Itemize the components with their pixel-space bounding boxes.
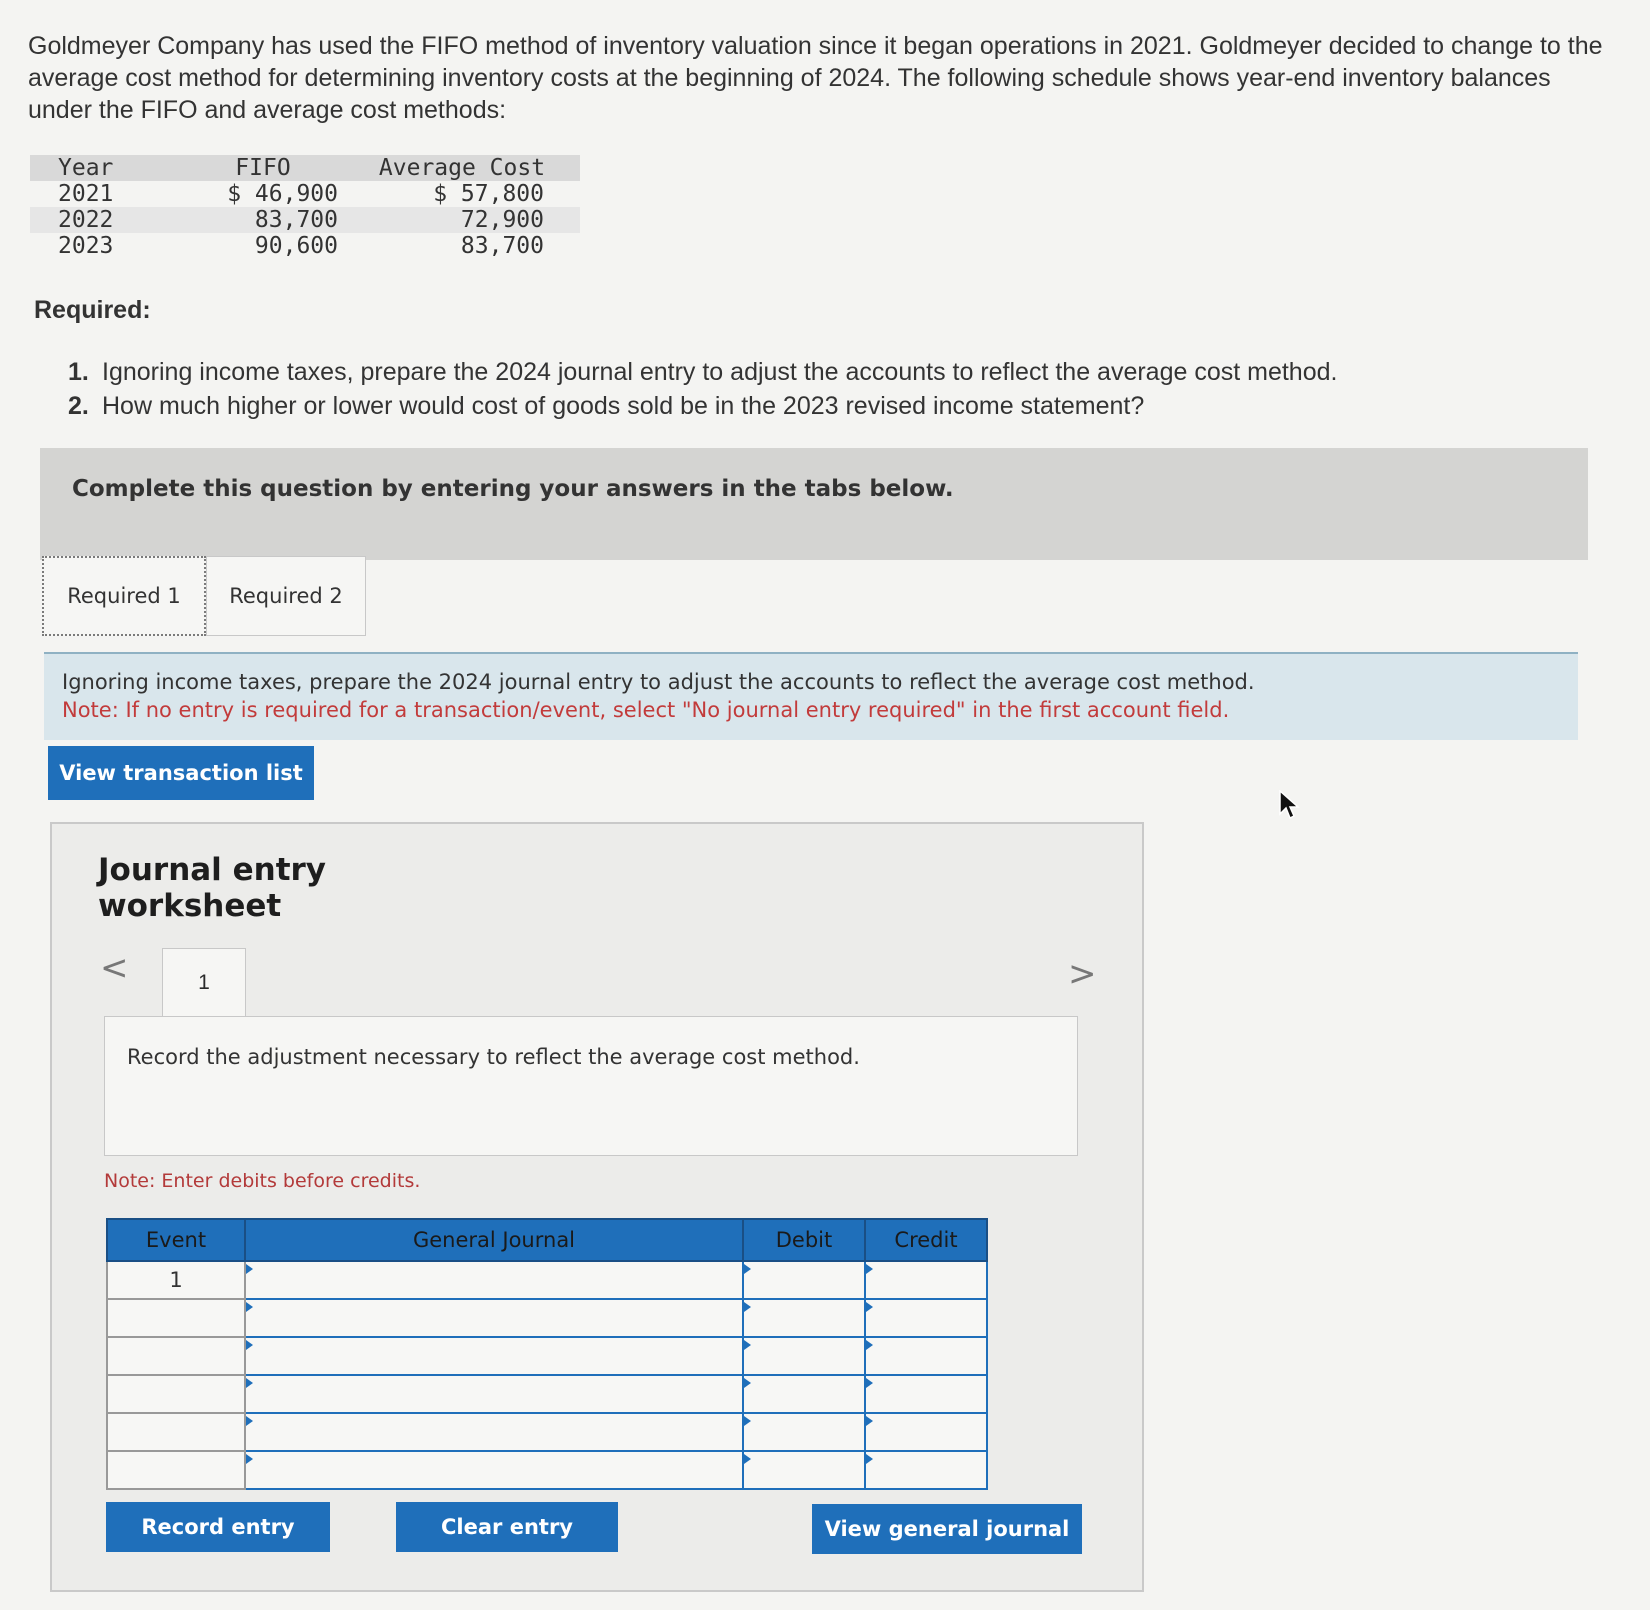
table-row (30, 207, 580, 233)
event-cell (107, 1337, 245, 1375)
account-input[interactable] (245, 1299, 743, 1337)
credit-input[interactable] (865, 1451, 987, 1489)
event-cell (107, 1451, 245, 1489)
header-credit: Credit (865, 1219, 987, 1261)
table-row (107, 1375, 987, 1413)
item-number: 2. (68, 392, 89, 420)
event-cell (107, 1413, 245, 1451)
tab-required-2[interactable]: Required 2 (206, 556, 366, 636)
header-debit: Debit (743, 1219, 865, 1261)
worksheet-description (104, 1016, 1078, 1156)
intro-paragraph: Goldmeyer Company has used the FIFO method of inventory valuation since it began operations in 2021. Goldmeyer decided to change to the average cost method for determining inventory costs at the beginning of 2024. The following schedule shows year-end inventory balances under the FIFO and average cost methods: (28, 32, 1603, 124)
credit-input[interactable] (865, 1337, 987, 1375)
item-text: How much higher or lower would cost of goods sold be in the 2023 revised income statement? (102, 392, 1145, 420)
table-row (30, 233, 580, 259)
table-row (107, 1451, 987, 1489)
debit-input[interactable] (743, 1413, 865, 1451)
instruction-banner (40, 448, 1588, 560)
debit-input[interactable] (743, 1299, 865, 1337)
table-row (107, 1413, 987, 1451)
cell-average-cost: $ 57,800 (433, 181, 544, 207)
chevron-left-icon[interactable]: < (100, 948, 129, 988)
debit-input[interactable] (743, 1337, 865, 1375)
cell-year: 2022 (30, 207, 188, 233)
mouse-cursor-icon (1278, 790, 1300, 820)
list-item (68, 389, 1337, 423)
worksheet-tab-1[interactable]: 1 (162, 948, 246, 1016)
cell-fifo: 90,600 (254, 233, 338, 259)
header-event: Event (107, 1219, 245, 1261)
description-text: Record the adjustment necessary to reflect the average cost method. (127, 1045, 860, 1069)
instruction-note: Note: If no entry is required for a transaction/event, select "No journal entry required" in the first account field. (62, 698, 1230, 722)
cell-average-cost: 72,900 (344, 207, 580, 233)
credit-input[interactable] (865, 1413, 987, 1451)
table-row (107, 1337, 987, 1375)
event-cell: 1 (107, 1261, 245, 1299)
debit-input[interactable] (743, 1375, 865, 1413)
account-input[interactable] (245, 1413, 743, 1451)
account-input[interactable] (245, 1337, 743, 1375)
required-heading: Required: (34, 296, 151, 324)
header-average-cost: Average Cost (344, 155, 580, 181)
debits-note: Note: Enter debits before credits. (104, 1170, 421, 1192)
account-input[interactable] (245, 1451, 743, 1489)
list-item (68, 355, 1337, 389)
banner-text: Complete this question by entering your answers in the tabs below. (72, 476, 954, 502)
instruction-text: Ignoring income taxes, prepare the 2024 journal entry to adjust the accounts to reflect the average cost method. (62, 670, 1255, 694)
table-row (107, 1299, 987, 1337)
credit-input[interactable] (865, 1375, 987, 1413)
credit-input[interactable] (865, 1261, 987, 1299)
table-row (30, 181, 580, 207)
requirements-list (68, 355, 1337, 423)
credit-input[interactable] (865, 1299, 987, 1337)
cell-year: 2021 (58, 181, 114, 207)
debit-input[interactable] (743, 1451, 865, 1489)
cell-fifo: $ 46,900 (227, 181, 338, 207)
cell-fifo: 83,700 (188, 207, 344, 233)
header-year: Year (30, 155, 188, 181)
header-general-journal: General Journal (245, 1219, 743, 1261)
journal-entry-worksheet (50, 822, 1144, 1592)
general-journal-table (106, 1218, 988, 1490)
account-input[interactable] (245, 1375, 743, 1413)
tab-instructions (44, 652, 1578, 740)
clear-entry-button[interactable]: Clear entry (396, 1502, 618, 1552)
chevron-right-icon[interactable]: > (1068, 954, 1097, 994)
header-fifo: FIFO (188, 155, 344, 181)
record-entry-button[interactable]: Record entry (106, 1502, 330, 1552)
view-transaction-list-button[interactable]: View transaction list (48, 746, 314, 800)
view-general-journal-button[interactable]: View general journal (812, 1504, 1082, 1554)
item-text: Ignoring income taxes, prepare the 2024 journal entry to adjust the accounts to reflect the average cost method. (102, 358, 1338, 386)
table-row (107, 1261, 987, 1299)
event-cell (107, 1299, 245, 1337)
cell-average-cost: 83,700 (460, 233, 544, 259)
tab-required-1[interactable]: Required 1 (42, 556, 206, 636)
debit-input[interactable] (743, 1261, 865, 1299)
account-input[interactable] (245, 1261, 743, 1299)
item-number: 1. (68, 358, 89, 386)
event-cell (107, 1375, 245, 1413)
inventory-table (30, 155, 580, 259)
cell-year: 2023 (58, 233, 114, 259)
worksheet-title: Journal entry worksheet (98, 852, 327, 924)
